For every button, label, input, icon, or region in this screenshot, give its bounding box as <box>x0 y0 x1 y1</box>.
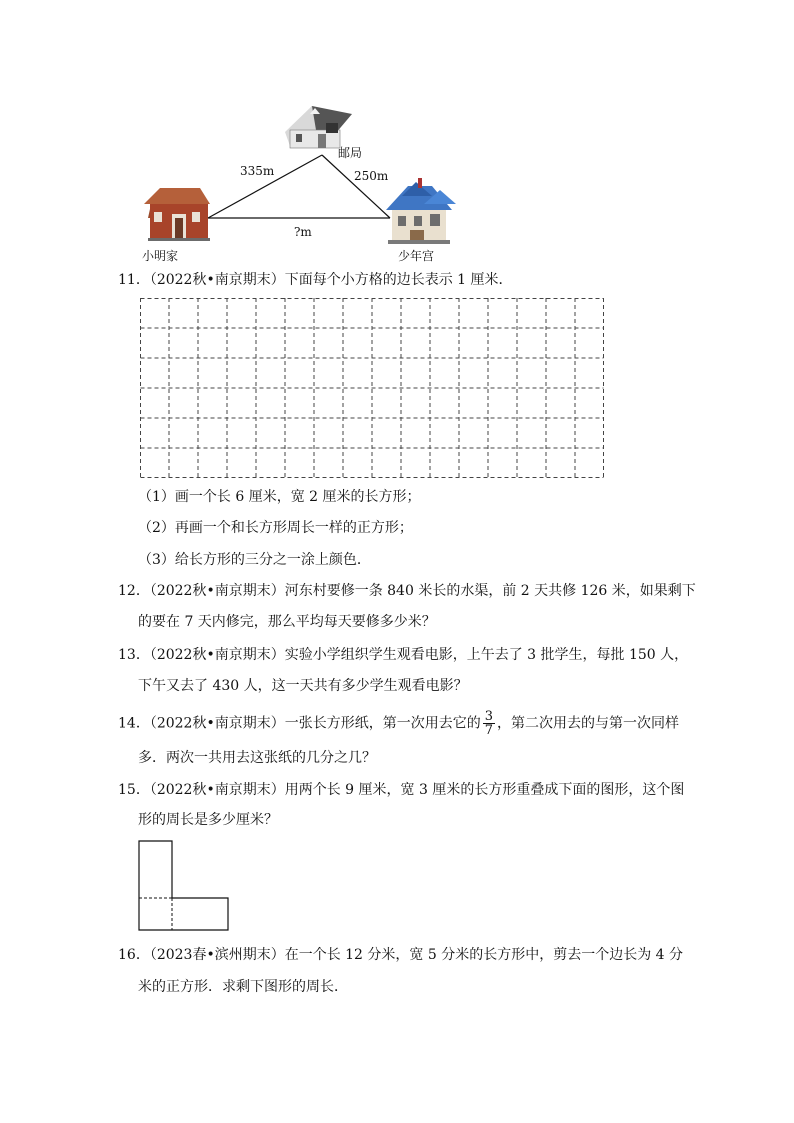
label-dist-home-palace: ?m <box>294 225 312 239</box>
label-dist-home-post: 335m <box>240 164 275 178</box>
road-post-palace <box>322 155 390 218</box>
q14-line2: 多．两次一共用去这张纸的几分之几？ <box>138 750 376 766</box>
q12-line1: 12．（2022秋•南京期末）河东村要修一条 840 米长的水渠，前 2 天共修 126 米，如果剩下 <box>118 583 696 599</box>
l-shape-figure <box>138 840 232 932</box>
q11-sub3: （3）给长方形的三分之一涂上颜色． <box>138 552 371 568</box>
q16-line1: 16．（2023春•滨州期末）在一个长 12 分米，宽 5 分米的长方形中，剪去一个边长为 4 分 <box>118 947 684 963</box>
fraction-three-sevenths <box>483 710 495 737</box>
youth-palace-icon <box>386 178 456 244</box>
grid-paper <box>140 298 604 478</box>
q13-line2: 下午又去了 430 人，这一天共有多少学生观看电影？ <box>138 678 468 694</box>
q11-sub1: （1）画一个长 6 厘米，宽 2 厘米的长方形； <box>138 489 421 505</box>
home-icon <box>144 188 210 241</box>
q14-text-after: ，第二次用去的与第一次同样 <box>496 715 679 732</box>
label-post-office: 邮局 <box>338 146 363 160</box>
q11-text: （2022秋•南京期末）下面每个小方格的边长表示 1 厘米． <box>149 272 513 288</box>
q14-text-before: 14．（2022秋•南京期末）一张长方形纸，第一次用去它的 <box>118 715 481 732</box>
label-palace: 少年宫 <box>398 249 435 263</box>
label-home: 小明家 <box>142 249 179 263</box>
q11-number: 11． <box>118 272 150 288</box>
q13-line1: 13．（2022秋•南京期末）实验小学组织学生观看电影，上午去了 3 批学生，每批 150 人， <box>118 647 689 663</box>
q12-line2: 的要在 7 天内修完，那么平均每天要修多少米？ <box>138 614 436 630</box>
l-shape-outline <box>139 841 228 930</box>
post-office-icon <box>285 106 352 148</box>
q15-line2: 形的周长是多少厘米？ <box>138 812 278 828</box>
label-dist-post-palace: 250m <box>354 169 389 183</box>
fraction-numerator: 3 <box>484 709 493 724</box>
l-shape-svg <box>138 840 232 932</box>
q11-sub2: （2）再画一个和长方形周长一样的正方形； <box>138 520 413 536</box>
fraction-denominator: 7 <box>484 723 493 738</box>
q16-line2: 米的正方形．求剩下图形的周长． <box>138 979 348 995</box>
q11-line <box>118 270 513 290</box>
map-svg <box>140 100 470 265</box>
q14-line1 <box>118 710 679 737</box>
grid-svg <box>140 298 604 478</box>
q15-line1: 15．（2022秋•南京期末）用两个长 9 厘米，宽 3 厘米的长方形重叠成下面的图形，这个图 <box>118 782 685 798</box>
map-figure <box>140 100 470 265</box>
